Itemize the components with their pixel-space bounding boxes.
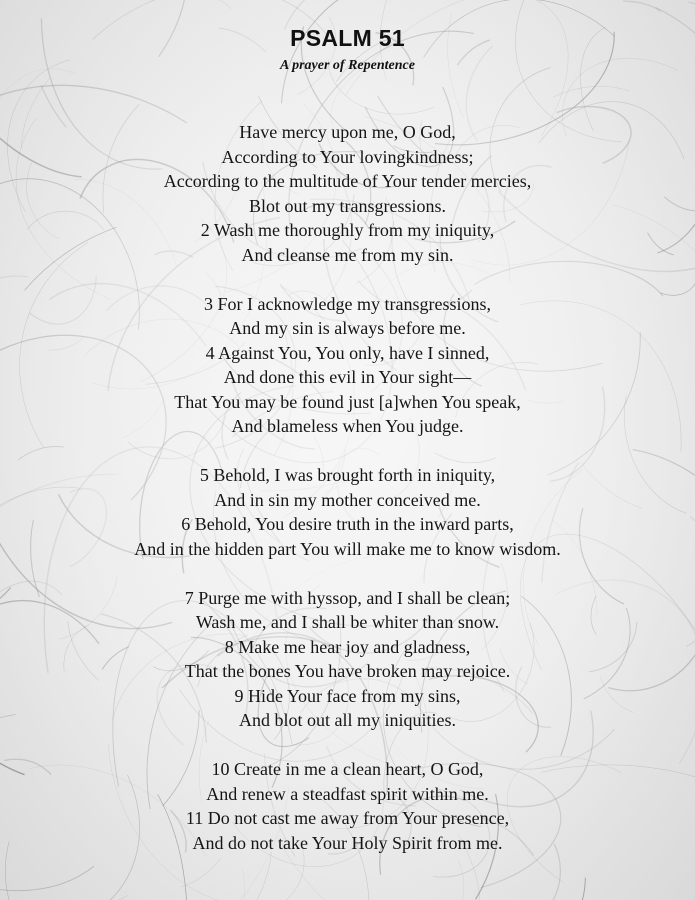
verse-line: 4 Against You, You only, have I sinned, <box>205 342 490 363</box>
verse-line: 6 Behold, You desire truth in the inward parts, <box>181 514 514 534</box>
verse-line: And blot out all my iniquities. <box>239 710 456 730</box>
verse-line: Blot out my transgressions. <box>249 195 446 216</box>
verse-line: Wash me, and I shall be whiter than snow. <box>195 612 500 632</box>
stanza <box>0 292 695 439</box>
verse-line: According to the multitude of Your tender mercies, <box>163 171 532 191</box>
verse-line: 9 Hide Your face from my sins, <box>234 685 461 706</box>
stanza <box>0 463 695 561</box>
verse-line: And in sin my mother conceived me. <box>214 489 481 510</box>
verse-line: And cleanse me from my sin. <box>241 244 454 265</box>
page-subtitle: A prayer of Repentence <box>280 58 415 73</box>
verses-container <box>0 120 695 880</box>
verse-line: That You may be found just [a]when You speak, <box>174 391 521 412</box>
verse-line: 8 Make me hear joy and gladness, <box>224 636 471 657</box>
verse-line: 11 Do not cast me away from Your presence, <box>185 808 510 828</box>
page-title: PSALM 51 <box>290 25 405 51</box>
stanza <box>0 120 695 267</box>
verse-line: And renew a steadfast spirit within me. <box>206 783 489 804</box>
verse-line: 3 For I acknowledge my transgressions, <box>204 293 491 314</box>
verse-line: And my sin is always before me. <box>229 318 466 338</box>
verse-line: According to Your lovingkindness; <box>221 146 474 167</box>
verse-line: That the bones You have broken may rejoice. <box>184 661 511 681</box>
verse-line: 10 Create in me a clean heart, O God, <box>211 759 484 779</box>
verse-line: 5 Behold, I was brought forth in iniquity, <box>199 465 496 485</box>
verse-line: And do not take Your Holy Spirit from me. <box>192 832 503 853</box>
verse-line: 7 Purge me with hyssop, and I shall be clean; <box>184 587 511 608</box>
verse-line: And in the hidden part You will make me to know wisdom. <box>134 538 561 559</box>
verse-line: 2 Wash me thoroughly from my iniquity, <box>200 220 495 240</box>
stanza <box>0 757 695 855</box>
verse-line: Have mercy upon me, O God, <box>239 122 456 142</box>
verse-line: And blameless when You judge. <box>231 416 464 436</box>
verse-line: And done this evil in Your sight— <box>223 367 472 387</box>
stanza <box>0 586 695 733</box>
